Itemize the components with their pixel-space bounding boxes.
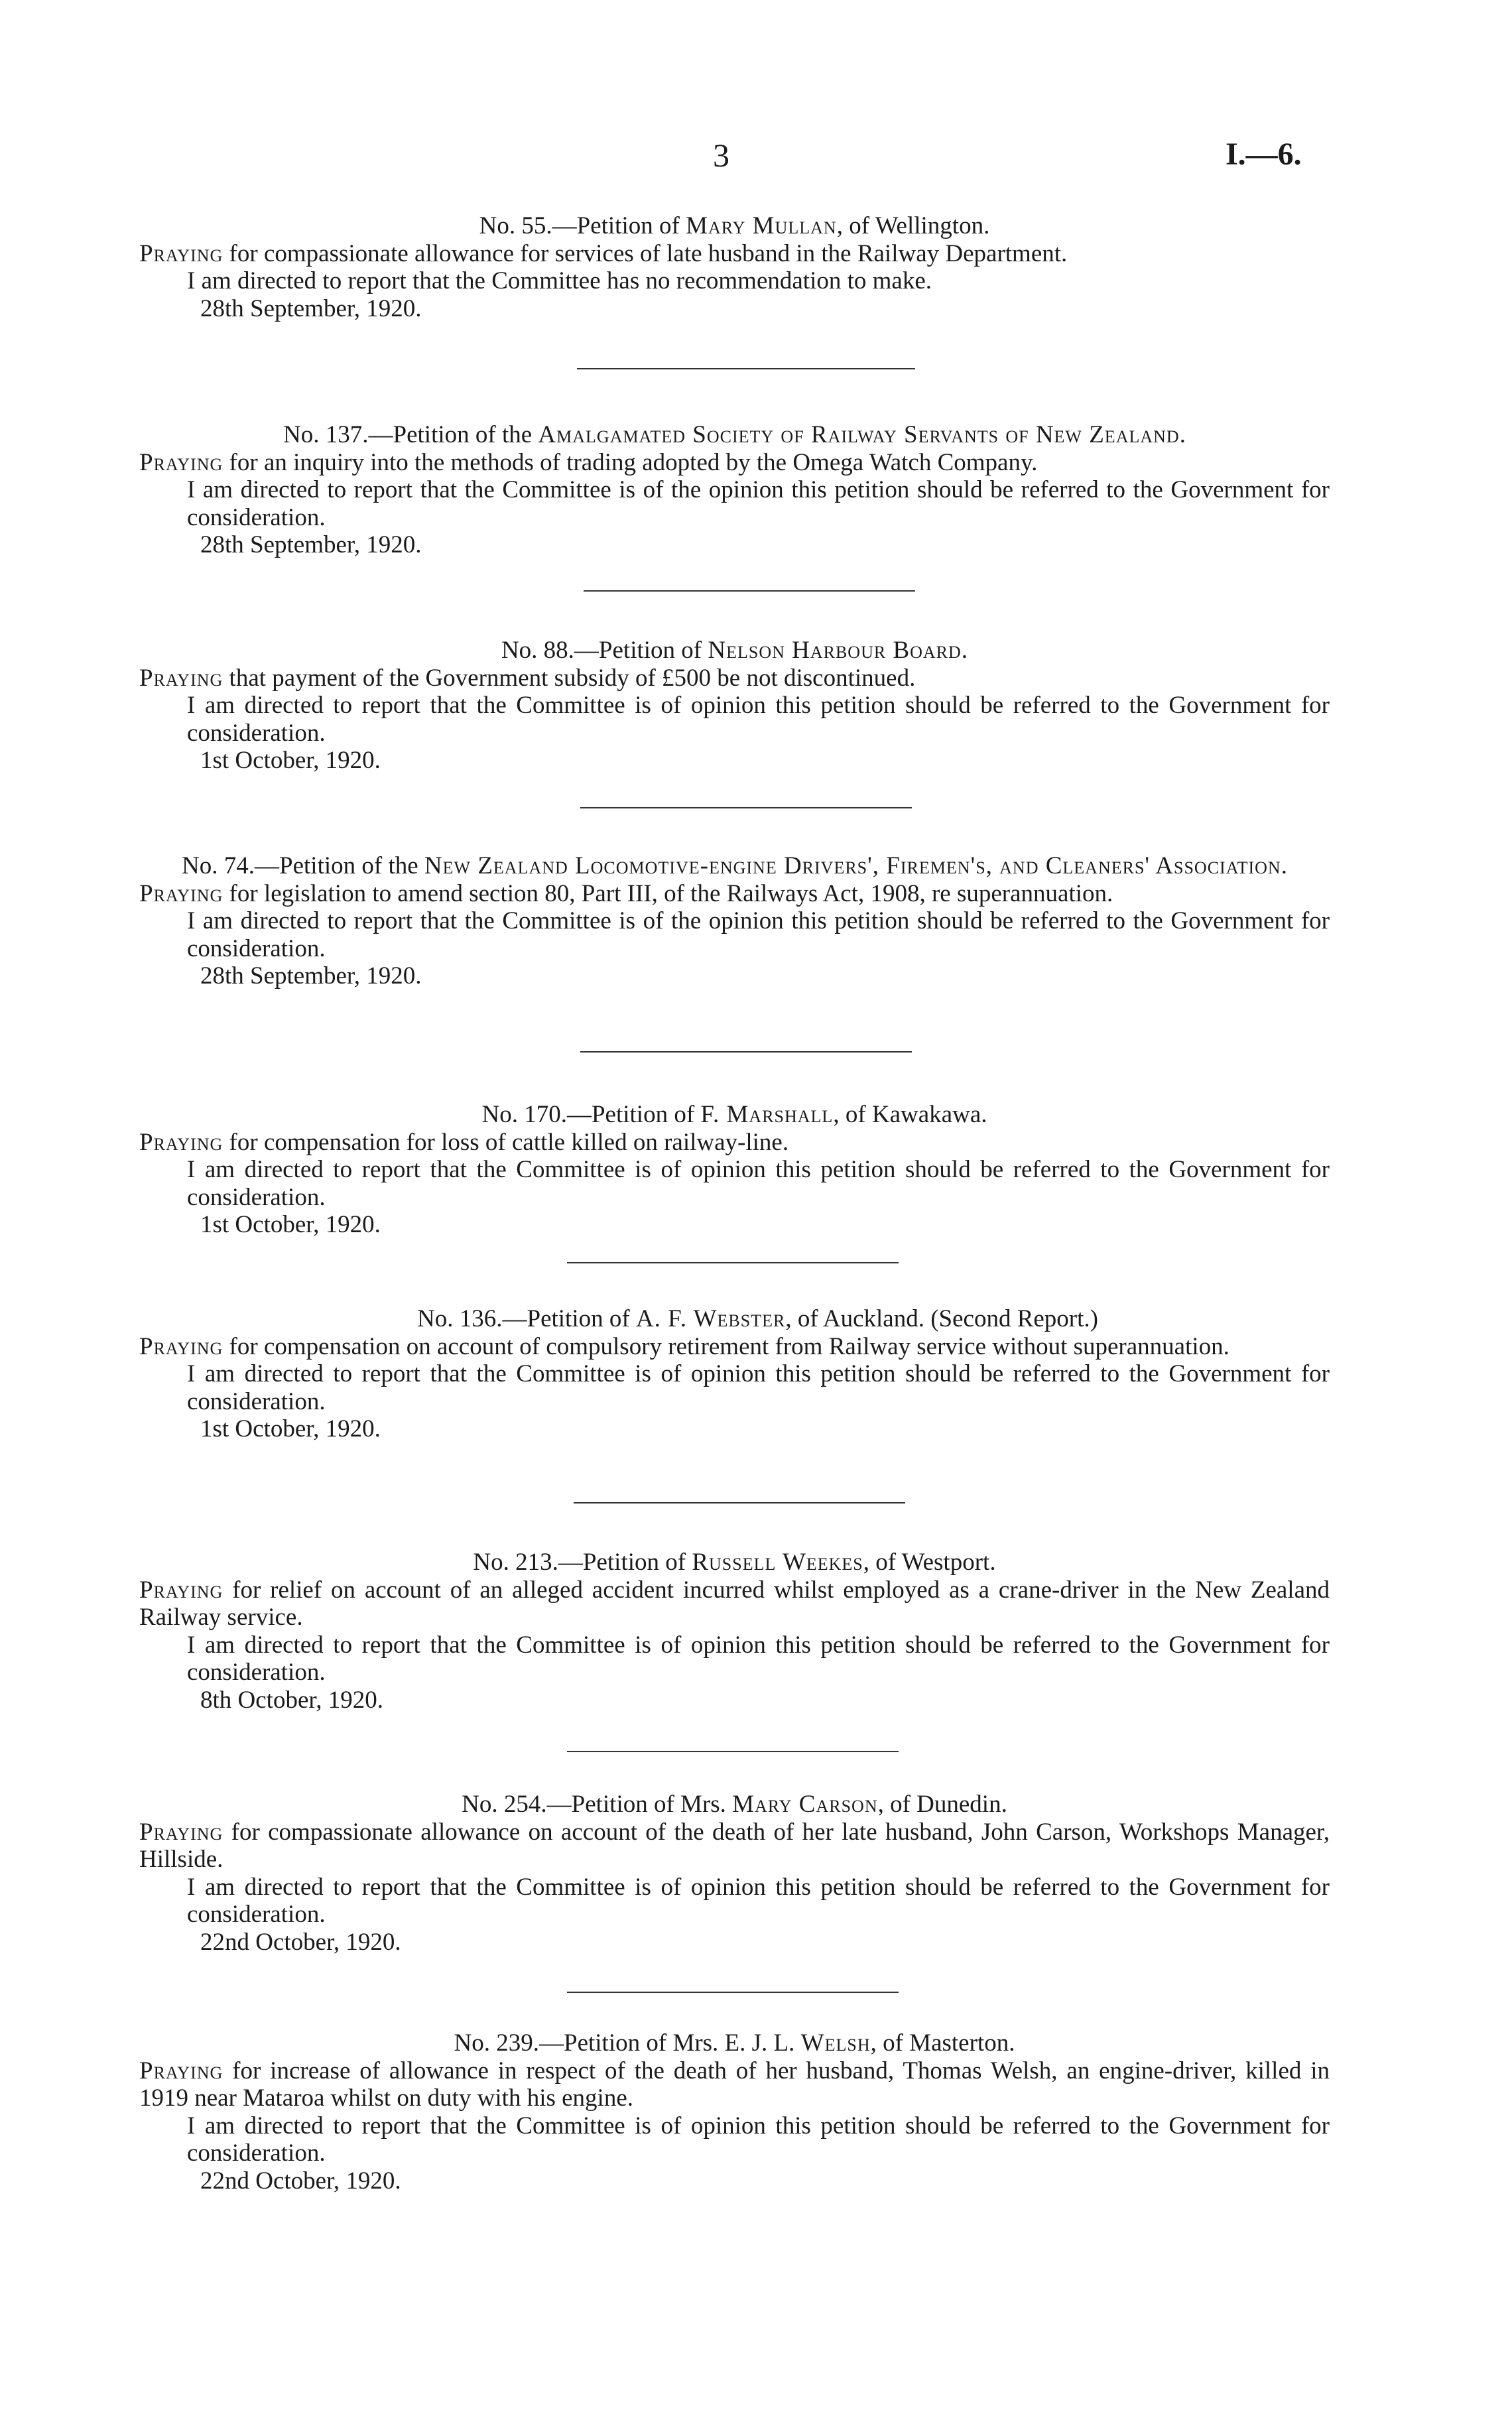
petition-entry xyxy=(139,852,1330,990)
petitioner-name: Amalgamated Society of Railway Servants of New Zealand xyxy=(538,421,1180,448)
petition-title: No. 74.—Petition of the New Zealand Locomotive-engine Drivers', Firemen's, and Cleaners' Association. xyxy=(182,852,1287,879)
report-date: 28th September, 1920. xyxy=(200,531,422,558)
page-header xyxy=(0,136,1512,182)
petition-praying: Praying for compensation on account of compulsory retirement from Railway service without superannuation. xyxy=(139,1332,1229,1360)
report-date: 28th September, 1920. xyxy=(200,962,422,990)
section-divider xyxy=(567,1992,899,1993)
petition-praying: Praying for increase of allowance in respect of the death of her husband, Thomas Welsh, an engine-driver, killed in 1919 near Mataroa whilst on duty with his engine. xyxy=(139,2057,1330,2112)
petition-entry xyxy=(139,637,1330,775)
section-divider xyxy=(577,368,915,369)
section-divider xyxy=(584,590,915,592)
petition-entry xyxy=(139,1549,1330,1714)
committee-report: I am directed to report that the Committee is of opinion this petition should be referred to the Government for consideration. xyxy=(187,692,1330,747)
petitioner-name: Mary Carson xyxy=(732,1791,878,1818)
petition-title: No. 88.—Petition of Nelson Harbour Board. xyxy=(501,637,968,664)
petition-praying: Praying that payment of the Government subsidy of £500 be not discontinued. xyxy=(139,664,916,692)
committee-report: I am directed to report that the Committee is of the opinion this petition should be referred to the Government for consideration. xyxy=(187,907,1330,962)
section-divider xyxy=(580,1051,912,1053)
petition-title: No. 254.—Petition of Mrs. Mary Carson, of Dunedin. xyxy=(462,1791,1007,1818)
petition-title: No. 239.—Petition of Mrs. E. J. L. Welsh, of Masterton. xyxy=(454,2029,1015,2057)
report-date: 8th October, 1920. xyxy=(200,1686,383,1714)
committee-report: I am directed to report that the Committee is of opinion this petition should be referred to the Government for consideration. xyxy=(187,1156,1330,1211)
petition-praying: Praying for compensation for loss of cattle killed on railway-line. xyxy=(139,1128,789,1156)
petition-title: No. 137.—Petition of the Amalgamated Society of Railway Servants of New Zealand. xyxy=(283,421,1186,448)
petition-title: No. 170.—Petition of F. Marshall, of Kawakawa. xyxy=(481,1101,987,1128)
page-number: 3 xyxy=(713,137,729,174)
document-reference: I.—6. xyxy=(1226,137,1302,172)
petition-title: No. 136.—Petition of A. F. Webster, of Auckland. (Second Report.) xyxy=(417,1305,1098,1332)
section-divider xyxy=(567,1262,899,1263)
petition-praying: Praying for legislation to amend section 80, Part III, of the Railways Act, 1908, re superannuation. xyxy=(139,879,1113,907)
section-divider xyxy=(567,1751,899,1752)
report-date: 1st October, 1920. xyxy=(200,747,381,774)
petition-entry xyxy=(139,1791,1330,1956)
petition-entry xyxy=(139,2029,1330,2195)
committee-report: I am directed to report that the Committee is of the opinion this petition should be referred to the Government for consideration. xyxy=(187,476,1330,531)
report-date: 1st October, 1920. xyxy=(200,1211,381,1238)
committee-report: I am directed to report that the Committee is of opinion this petition should be referred to the Government for consideration. xyxy=(187,2112,1330,2167)
petitioner-name: A. F. Webster xyxy=(635,1305,786,1332)
report-date: 28th September, 1920. xyxy=(200,294,422,322)
petition-entry xyxy=(139,212,1330,322)
petition-title: No. 213.—Petition of Russell Weekes, of Westport. xyxy=(473,1549,996,1576)
petitioner-name: F. Marshall xyxy=(700,1101,834,1128)
petition-entry xyxy=(139,1101,1330,1239)
committee-report: I am directed to report that the Committee has no recommendation to make. xyxy=(187,267,932,294)
report-date: 22nd October, 1920. xyxy=(200,2167,401,2195)
section-divider xyxy=(574,1502,905,1503)
petitioner-name: Welsh xyxy=(800,2029,871,2057)
petition-praying: Praying for an inquiry into the methods of trading adopted by the Omega Watch Company. xyxy=(139,448,1038,476)
committee-report: I am directed to report that the Committee is of opinion this petition should be referred to the Government for consideration. xyxy=(187,1631,1330,1686)
petitioner-name: Mary Mullan xyxy=(686,212,837,239)
section-divider xyxy=(580,807,912,808)
petition-praying: Praying for compassionate allowance for services of late husband in the Railway Department. xyxy=(139,239,1068,267)
petitioner-name: New Zealand Locomotive-engine Drivers', Firemen's, and Cleaners' Association xyxy=(424,852,1281,879)
petitioner-name: Nelson Harbour Board xyxy=(708,637,962,664)
petition-entry xyxy=(139,421,1330,559)
petition-praying: Praying for compassionate allowance on account of the death of her late husband, John Carson, Workshops Manager, Hillside. xyxy=(139,1818,1330,1873)
petition-praying: Praying for relief on account of an alleged accident incurred whilst employed as a crane-driver in the New Zealand Railway service. xyxy=(139,1576,1330,1631)
committee-report: I am directed to report that the Committee is of opinion this petition should be referred to the Government for consideration. xyxy=(187,1873,1330,1928)
petition-entry xyxy=(139,1305,1330,1443)
report-date: 22nd October, 1920. xyxy=(200,1928,401,1956)
petitioner-name: Russell Weekes xyxy=(692,1549,863,1576)
petition-title: No. 55.—Petition of Mary Mullan, of Wellington. xyxy=(479,212,990,239)
committee-report: I am directed to report that the Committee is of opinion this petition should be referred to the Government for consideration. xyxy=(187,1360,1330,1415)
report-date: 1st October, 1920. xyxy=(200,1415,381,1442)
